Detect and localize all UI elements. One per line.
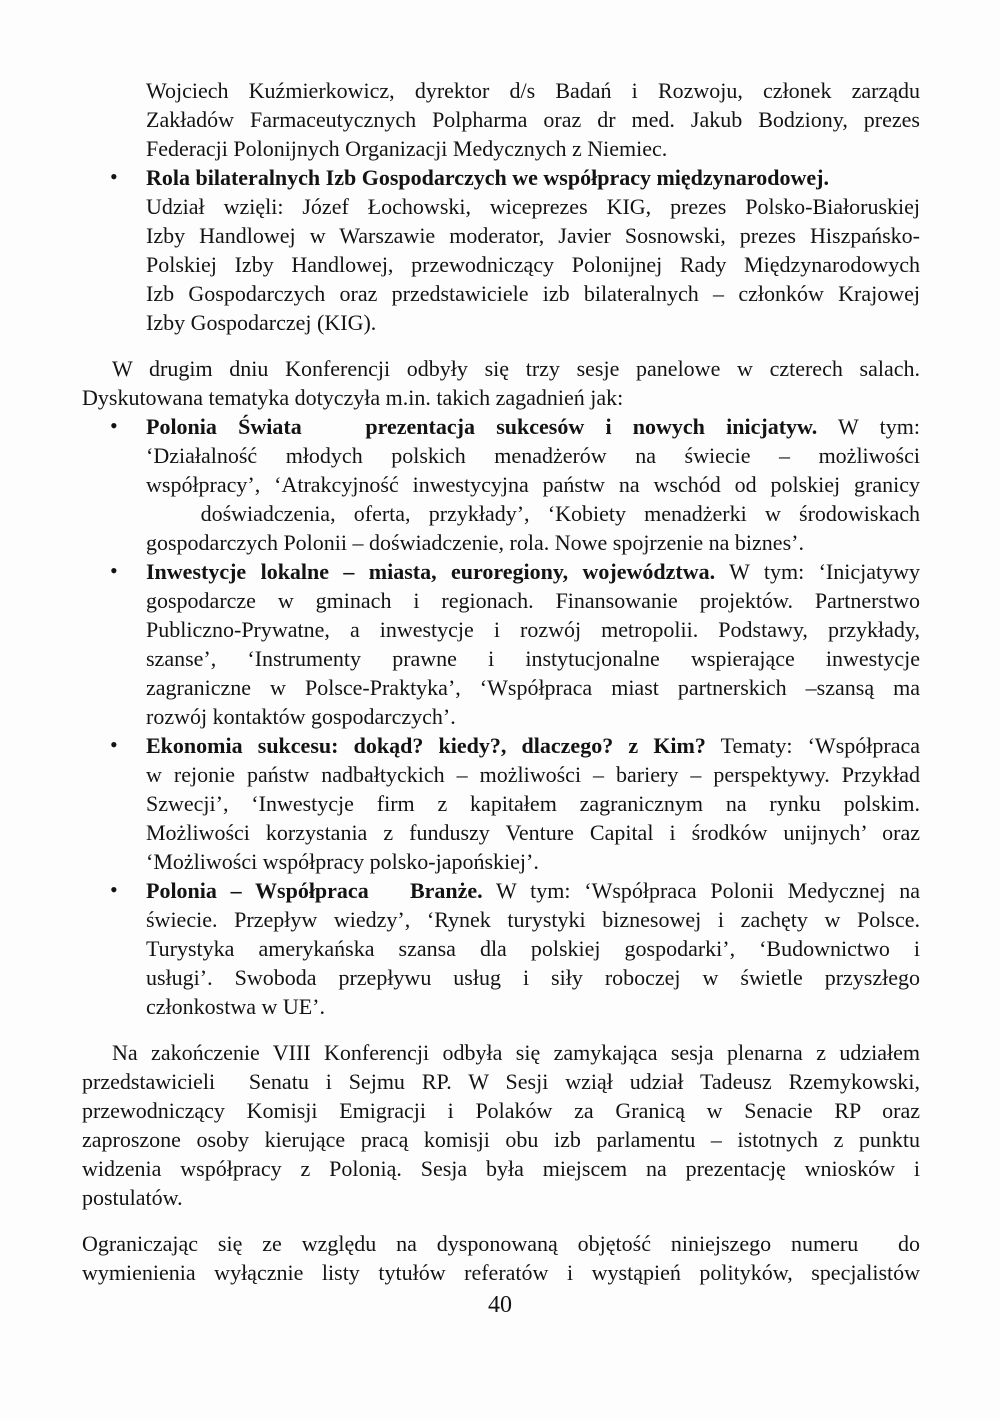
body-text: Tematy: ‘Współpraca (705, 733, 920, 758)
body-text: Turystyka amerykańska szansa dla polskiej gospodarki’, ‘Budownictwo i (146, 936, 920, 961)
bold-text: Rola bilateralnych Izb Gospodarczych we współpracy międzynarodowej. (146, 165, 829, 190)
body-text: świecie. Przepływ wiedzy’, ‘Rynek turystyki biznesowej i zachęty w Polsce. (146, 907, 920, 932)
text-line (146, 470, 920, 499)
body-text: Udział wzięli: Józef Łochowski, wiceprezes KIG, prezes Polsko-Białoruskiej (146, 194, 920, 219)
bullet-marker: • (110, 413, 118, 438)
body-text: Wojciech Kuźmierkowicz, dyrektor d/s Badań i Rozwoju, członek zarządu (146, 78, 920, 103)
body-text: W drugim dniu Konferencji odbyły się trzy sesje panelowe w czterech salach. (112, 356, 920, 381)
text-line (146, 673, 920, 702)
text-line (146, 905, 920, 934)
body-text: gospodarcze w gminach i regionach. Finansowanie projektów. Partnerstwo (146, 588, 920, 613)
text-line (146, 963, 920, 992)
text-line (146, 586, 920, 615)
body-text: zagraniczne w Polsce-Praktyka’, ‘Współpraca miast partnerskich –szansą ma (146, 675, 920, 700)
text-line (146, 221, 920, 250)
text-line (146, 934, 920, 963)
body-text: W tym: (817, 414, 921, 439)
body-text: doświadczenia, oferta, przykłady’, ‘Kobiety menadżerki w środowiskach (146, 501, 920, 526)
bullet-marker: • (110, 732, 118, 757)
body-text: Szwecji’, ‘Inwestycje firm z kapitałem zagranicznym na rynku polskim. (146, 791, 920, 816)
body-text: rozwój kontaktów gospodarczych’. (146, 704, 456, 729)
body-text: widzenia współpracy z Polonią. Sesja była miejscem na prezentację wniosków i (82, 1156, 920, 1181)
text-line (146, 818, 920, 847)
bullet-item (82, 557, 920, 731)
paragraph (82, 76, 920, 163)
text-line (82, 1229, 920, 1258)
text-line (146, 644, 920, 673)
body-text: usługi’. Swoboda przepływu usług i siły roboczej w świetle przyszłego (146, 965, 920, 990)
body-text: wymienienia wyłącznie listy tytułów referatów i wystąpień polityków, specjalistów (82, 1260, 920, 1285)
text-line (146, 789, 920, 818)
text-line (146, 615, 920, 644)
bullet-item (82, 876, 920, 1021)
bold-text: Polonia Świata prezentacja sukcesów i nowych inicjatyw. (146, 414, 818, 439)
text-line (82, 1154, 920, 1183)
text-line (82, 1258, 920, 1287)
text-line (82, 1096, 920, 1125)
text-line (82, 1038, 920, 1067)
paragraph (82, 1038, 920, 1212)
body-text: Ograniczając się ze względu na dysponowaną objętość niniejszego numeru do (82, 1231, 920, 1256)
paragraph (82, 354, 920, 412)
bullet-marker: • (110, 558, 118, 583)
body-text: gospodarczych Polonii – doświadczenie, rola. Nowe spojrzenie na biznes’. (146, 530, 804, 555)
body-text: szanse’, ‘Instrumenty prawne i instytucjonalne wspierające inwestycje (146, 646, 920, 671)
body-text: postulatów. (82, 1185, 183, 1210)
text-line (146, 702, 920, 731)
body-text: Federacji Polonijnych Organizacji Medycznych z Niemiec. (146, 136, 668, 161)
text-line (146, 76, 920, 105)
text-line (146, 192, 920, 221)
bullet-marker: • (110, 164, 118, 189)
bullet-item (82, 731, 920, 876)
text-line (146, 760, 920, 789)
text-line (146, 105, 920, 134)
bullet-marker: • (110, 877, 118, 902)
text-line (146, 163, 920, 192)
body-text: współpracy’, ‘Atrakcyjność inwestycyjna państw na wschód od polskiej granicy (146, 472, 920, 497)
body-text: Polskiej Izby Handlowej, przewodniczący Polonijnej Rady Międzynarodowych (146, 252, 920, 277)
body-text: ‘Możliwości współpracy polsko-japońskiej’. (146, 849, 539, 874)
bold-text: Ekonomia sukcesu: dokąd? kiedy?, dlaczego? z Kim? (146, 733, 706, 758)
text-line (146, 250, 920, 279)
text-line (82, 354, 920, 383)
body-text: Możliwości korzystania z funduszy Venture Capital i środków unijnych’ oraz (146, 820, 920, 845)
text-line (146, 528, 920, 557)
text-line (146, 557, 920, 586)
body-text: ‘Działalność młodych polskich menadżerów na świecie – możliwości (146, 443, 920, 468)
body-text: Zakładów Farmaceutycznych Polpharma oraz dr med. Jakub Bodziony, prezes (146, 107, 920, 132)
text-line (82, 1067, 920, 1096)
body-text: Izb Gospodarczych oraz przedstawiciele izb bilateralnych – członków Krajowej (146, 281, 920, 306)
body-text: Publiczno-Prywatne, a inwestycje i rozwój metropolii. Podstawy, przykłady, (146, 617, 920, 642)
text-line (146, 876, 920, 905)
text-line (146, 731, 920, 760)
bullet-item (82, 163, 920, 337)
paragraph (82, 1229, 920, 1287)
page-number: 40 (488, 1292, 512, 1318)
text-line (82, 1183, 920, 1212)
bold-text: Inwestycje lokalne – miasta, euroregiony, województwa. (146, 559, 716, 584)
text-line (146, 279, 920, 308)
body-text: W tym: ‘Inicjatywy (715, 559, 920, 584)
text-line (146, 499, 920, 528)
text-line (82, 1125, 920, 1154)
bold-text: Polonia – Współpraca Branże. (146, 878, 483, 903)
body-text: w rejonie państw nadbałtyckich – możliwości – bariery – perspektywy. Przykład (146, 762, 920, 787)
text-line (146, 441, 920, 470)
text-line (82, 383, 920, 412)
bullet-item (82, 412, 920, 557)
body-text: zaproszone osoby kierujące pracą komisji obu izb parlamentu – istotnych z punktu (82, 1127, 920, 1152)
body-text: Izby Handlowej w Warszawie moderator, Javier Sosnowski, prezes Hiszpańsko- (146, 223, 920, 248)
body-text: członkostwa w UE’. (146, 994, 326, 1019)
text-line (146, 134, 920, 163)
text-line (146, 308, 920, 337)
text-line (146, 992, 920, 1021)
text-line (146, 412, 920, 441)
document-content (82, 76, 920, 1287)
body-text: przewodniczący Komisji Emigracji i Polaków za Granicą w Senacie RP oraz (82, 1098, 920, 1123)
text-line (146, 847, 920, 876)
body-text: przedstawicieli Senatu i Sejmu RP. W Sesji wziął udział Tadeusz Rzemykowski, (82, 1069, 920, 1094)
body-text: Dyskutowana tematyka dotyczyła m.in. takich zagadnień jak: (82, 385, 624, 410)
body-text: Izby Gospodarczej (KIG). (146, 310, 377, 335)
body-text: Na zakończenie VIII Konferencji odbyła się zamykająca sesja plenarna z udziałem (112, 1040, 920, 1065)
body-text: W tym: ‘Współpraca Polonii Medycznej na (482, 878, 920, 903)
